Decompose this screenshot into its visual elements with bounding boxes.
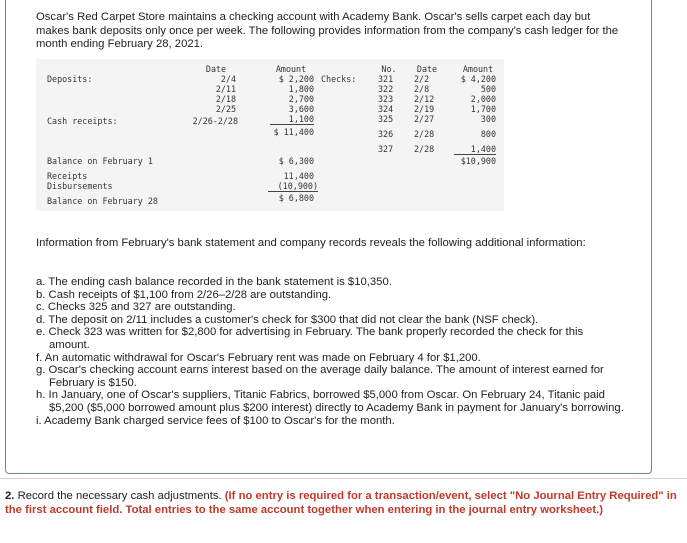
check-amount: 500 <box>480 84 496 94</box>
check-no: 323 <box>378 94 394 104</box>
deposit-date: 2/26-2/28 <box>192 116 238 126</box>
receipts-label: Receipts <box>47 171 88 181</box>
question-number: 2. <box>5 490 15 502</box>
list-item: f. An automatic withdrawal for Oscar's February rent was made on February 4 for $1,200. <box>36 351 481 364</box>
check-amount: 300 <box>480 114 496 124</box>
check-no: 321 <box>378 74 394 84</box>
check-date: 2/28 <box>414 144 435 154</box>
check-amount: 1,700 <box>470 104 496 114</box>
balance-feb1-label: Balance on February 1 <box>47 156 153 166</box>
check-date: 2/28 <box>414 129 435 139</box>
list-item: g. Oscar's checking account earns interest based on the average daily balance. The amount of interest earned for February is $150. <box>36 364 604 389</box>
deposit-amount-header: Amount <box>275 64 307 74</box>
info-list <box>36 276 626 427</box>
disbursements-label: Disbursements <box>47 181 113 191</box>
check-amount: 1,400 <box>454 144 496 155</box>
question-2 <box>5 490 687 517</box>
list-item: d. The deposit on 2/11 includes a customer's check for $300 that did not clear the bank (NSF check). <box>36 313 539 326</box>
check-amount: 2,000 <box>470 94 496 104</box>
balance-feb28-label: Balance on February 28 <box>47 196 158 206</box>
check-no: 322 <box>378 84 394 94</box>
list-item: c. Checks 325 and 327 are outstanding. <box>36 301 236 314</box>
balance-feb1-value: $ 6,300 <box>278 156 314 166</box>
balance-feb28-value: $ 6,800 <box>278 193 314 203</box>
check-no: 325 <box>378 114 394 124</box>
list-item: a. The ending cash balance recorded in the bank statement is $10,350. <box>36 276 392 288</box>
deposit-amount: 2,700 <box>288 94 314 104</box>
check-date-header: Date <box>416 64 438 74</box>
deposit-date: 2/11 <box>215 84 236 94</box>
receipts-value: 11,400 <box>283 171 314 181</box>
info-heading: Information from February's bank statement and company records reveals the following additional information: <box>36 237 586 249</box>
list-item: e. Check 323 was written for $2,800 for advertising in February. The bank properly recorded the check for this amount. <box>36 326 584 351</box>
deposit-date: 2/4 <box>220 74 236 84</box>
check-amount: $ 4,200 <box>460 74 496 84</box>
cash-ledger <box>36 59 504 211</box>
check-date: 2/8 <box>414 84 430 94</box>
deposit-amount: 1,100 <box>270 114 314 125</box>
check-amount-header: Amount <box>462 64 494 74</box>
deposit-amount: 3,600 <box>288 104 314 114</box>
deposit-amount: $ 2,200 <box>278 74 314 84</box>
question-text: Record the necessary cash adjustments. <box>17 490 222 502</box>
list-item: b. Cash receipts of $1,100 from 2/26–2/28 are outstanding. <box>36 288 332 301</box>
deposit-amount: 1,800 <box>288 84 314 94</box>
checks-label: Checks: <box>321 74 357 84</box>
check-date: 2/12 <box>414 94 435 104</box>
deposit-date: 2/18 <box>215 94 236 104</box>
check-no: 326 <box>378 129 394 139</box>
section-divider <box>0 478 687 479</box>
check-amount: 800 <box>480 129 496 139</box>
check-no: 324 <box>378 104 394 114</box>
intro-text: Oscar's Red Carpet Store maintains a checking account with Academy Bank. Oscar's sells carpet each day but makes bank deposits only once per week. The following provides information from the company's cash ledger for the month ending February 28, 2021. <box>36 11 619 51</box>
check-no-header: No. <box>381 64 397 74</box>
check-date: 2/27 <box>414 114 435 124</box>
cash-receipts-label: Cash receipts: <box>47 116 118 126</box>
check-no: 327 <box>378 144 394 154</box>
check-date: 2/2 <box>414 74 430 84</box>
question-instruction: (If no entry is required for a transaction/event, select "No Journal Entry Required" in the first account field. Total entries to the same account together when entering in the journal entry worksheet.) <box>5 490 677 516</box>
disbursements-value: (10,900) <box>268 181 318 192</box>
deposit-date: 2/25 <box>215 104 236 114</box>
deposits-total: $ 11,400 <box>273 127 314 137</box>
check-date: 2/19 <box>414 104 435 114</box>
list-item: i. Academy Bank charged service fees of $100 to Oscar's for the month. <box>36 414 395 427</box>
list-item: h. In January, one of Oscar's suppliers, Titanic Fabrics, borrowed $5,000 from Oscar. On February 24, Titanic paid $5,200 ($5,000 borrowed amount plus $200 interest) directly to Academy Bank in payment for January's borrowing. <box>36 389 624 414</box>
checks-total: $10,900 <box>460 156 496 166</box>
deposits-label: Deposits: <box>47 74 93 84</box>
deposit-date-header: Date <box>205 64 227 74</box>
